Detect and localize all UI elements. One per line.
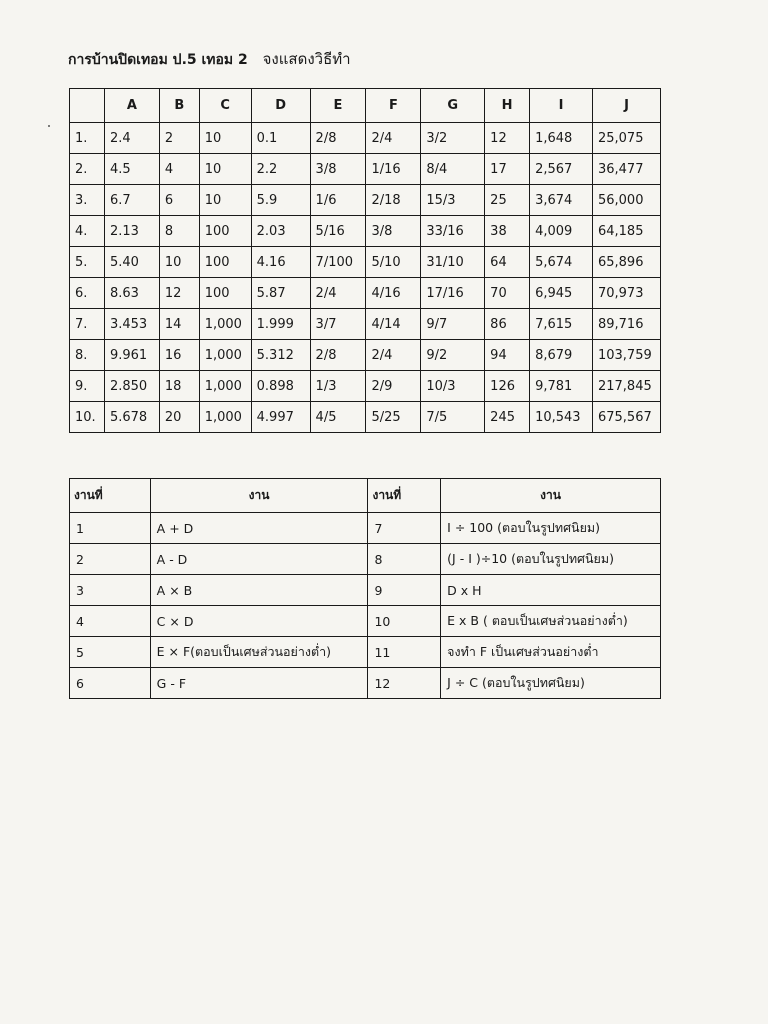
task-number: 1 <box>70 513 151 544</box>
task-description: A × B <box>150 575 368 606</box>
header-col-d: D <box>251 89 310 123</box>
table-cell: 245 <box>485 402 530 433</box>
table-cell: 675,567 <box>592 402 660 433</box>
speck <box>48 125 50 127</box>
table-cell: 7/5 <box>421 402 485 433</box>
table-cell: 7,615 <box>530 309 593 340</box>
table-cell: 6 <box>159 185 199 216</box>
table-cell: 18 <box>159 371 199 402</box>
table-row <box>70 340 661 371</box>
table-cell: 9,781 <box>530 371 593 402</box>
row-number: 8. <box>70 340 105 371</box>
title-main: การบ้านปิดเทอม ป.5 เทอม 2 <box>68 52 248 68</box>
table-cell: 6.7 <box>104 185 159 216</box>
row-number: 3. <box>70 185 105 216</box>
task-number: 10 <box>368 606 441 637</box>
row-number: 1. <box>70 123 105 154</box>
table-row <box>70 216 661 247</box>
table-cell: 10 <box>199 185 251 216</box>
table-cell: 4,009 <box>530 216 593 247</box>
table-cell: 1,000 <box>199 340 251 371</box>
table-cell: 2/8 <box>310 340 366 371</box>
table-cell: 100 <box>199 247 251 278</box>
table-cell: 10 <box>199 123 251 154</box>
table-row <box>70 154 661 185</box>
table-cell: 4/16 <box>366 278 421 309</box>
table-cell: 8/4 <box>421 154 485 185</box>
table-cell: 2.2 <box>251 154 310 185</box>
table-cell: 4/5 <box>310 402 366 433</box>
table-cell: 8 <box>159 216 199 247</box>
table-cell: 7/100 <box>310 247 366 278</box>
task-description: D x H <box>441 575 661 606</box>
table-cell: 1,000 <box>199 309 251 340</box>
header-col-g: G <box>421 89 485 123</box>
table-cell: 0.898 <box>251 371 310 402</box>
task-description: A - D <box>150 544 368 575</box>
table-cell: 2 <box>159 123 199 154</box>
header-col-i: I <box>530 89 593 123</box>
table-cell: 3.453 <box>104 309 159 340</box>
page-title <box>68 47 351 71</box>
task-description: E x B ( ตอบเป็นเศษส่วนอย่างต่ำ) <box>441 606 661 637</box>
task-number: 5 <box>70 637 151 668</box>
table-cell: 17 <box>485 154 530 185</box>
table-cell: 3,674 <box>530 185 593 216</box>
task-number: 7 <box>368 513 441 544</box>
row-number: 2. <box>70 154 105 185</box>
table-cell: 1/3 <box>310 371 366 402</box>
table-cell: 4.16 <box>251 247 310 278</box>
table-row <box>70 544 661 575</box>
table-cell: 10,543 <box>530 402 593 433</box>
row-number: 9. <box>70 371 105 402</box>
table-cell: 20 <box>159 402 199 433</box>
table-row <box>70 123 661 154</box>
table-cell: 3/7 <box>310 309 366 340</box>
table-cell: 5,674 <box>530 247 593 278</box>
table-cell: 38 <box>485 216 530 247</box>
task-description: E × F(ตอบเป็นเศษส่วนอย่างต่ำ) <box>150 637 368 668</box>
table-cell: 16 <box>159 340 199 371</box>
table-cell: 2/4 <box>366 123 421 154</box>
table-cell: 5.312 <box>251 340 310 371</box>
table-cell: 5/25 <box>366 402 421 433</box>
values-table <box>69 88 661 433</box>
header-col-c: C <box>199 89 251 123</box>
task-description: I ÷ 100 (ตอบในรูปทศนิยม) <box>441 513 661 544</box>
table-cell: 5.40 <box>104 247 159 278</box>
table-cell: 9/2 <box>421 340 485 371</box>
table-cell: 103,759 <box>592 340 660 371</box>
header-col-b: B <box>159 89 199 123</box>
table-cell: 2/4 <box>366 340 421 371</box>
table-cell: 70 <box>485 278 530 309</box>
table-cell: 8,679 <box>530 340 593 371</box>
table-cell: 2.13 <box>104 216 159 247</box>
header-col-j: J <box>592 89 660 123</box>
row-number: 5. <box>70 247 105 278</box>
table-cell: 5.87 <box>251 278 310 309</box>
table-cell: 1.999 <box>251 309 310 340</box>
table-cell: 5/16 <box>310 216 366 247</box>
task-number: 11 <box>368 637 441 668</box>
table-cell: 4/14 <box>366 309 421 340</box>
table-cell: 33/16 <box>421 216 485 247</box>
header-col-a: A <box>104 89 159 123</box>
table-cell: 2/18 <box>366 185 421 216</box>
table-cell: 1/6 <box>310 185 366 216</box>
task-description: J ÷ C (ตอบในรูปทศนิยม) <box>441 668 661 699</box>
table-cell: 94 <box>485 340 530 371</box>
table-cell: 10 <box>159 247 199 278</box>
table-cell: 12 <box>485 123 530 154</box>
task-number: 3 <box>70 575 151 606</box>
table-cell: 56,000 <box>592 185 660 216</box>
table-cell: 31/10 <box>421 247 485 278</box>
table-row <box>70 606 661 637</box>
table-cell: 8.63 <box>104 278 159 309</box>
table-cell: 12 <box>159 278 199 309</box>
table-row <box>70 371 661 402</box>
table-cell: 1/16 <box>366 154 421 185</box>
table-cell: 64,185 <box>592 216 660 247</box>
table-cell: 2/9 <box>366 371 421 402</box>
header-task: งาน <box>441 479 661 513</box>
row-number: 4. <box>70 216 105 247</box>
tasks-table <box>69 478 661 699</box>
header-col-e: E <box>310 89 366 123</box>
table-cell: 10/3 <box>421 371 485 402</box>
table-cell: 65,896 <box>592 247 660 278</box>
header-col-f: F <box>366 89 421 123</box>
table-cell: 3/8 <box>310 154 366 185</box>
table-cell: 5.9 <box>251 185 310 216</box>
table-cell: 3/2 <box>421 123 485 154</box>
table-cell: 4.5 <box>104 154 159 185</box>
table-cell: 36,477 <box>592 154 660 185</box>
table-cell: 2.03 <box>251 216 310 247</box>
table-cell: 15/3 <box>421 185 485 216</box>
table-cell: 2.4 <box>104 123 159 154</box>
table-cell: 70,973 <box>592 278 660 309</box>
table-row <box>70 575 661 606</box>
table-cell: 2.850 <box>104 371 159 402</box>
table-row <box>70 668 661 699</box>
table-row <box>70 247 661 278</box>
header-task: งาน <box>150 479 368 513</box>
table-cell: 2,567 <box>530 154 593 185</box>
table-cell: 217,845 <box>592 371 660 402</box>
table-cell: 5/10 <box>366 247 421 278</box>
table-cell: 4.997 <box>251 402 310 433</box>
table-cell: 14 <box>159 309 199 340</box>
table-cell: 17/16 <box>421 278 485 309</box>
task-number: 6 <box>70 668 151 699</box>
table-cell: 3/8 <box>366 216 421 247</box>
header-task-number: งานที่ <box>368 479 441 513</box>
table-cell: 25,075 <box>592 123 660 154</box>
table-row <box>70 402 661 433</box>
tasks-table-header <box>70 479 661 513</box>
table-cell: 2/8 <box>310 123 366 154</box>
header-task-number: งานที่ <box>70 479 151 513</box>
table-cell: 1,000 <box>199 402 251 433</box>
table-cell: 86 <box>485 309 530 340</box>
table-cell: 2/4 <box>310 278 366 309</box>
header-row-number <box>70 89 105 123</box>
task-description: (J - I )÷10 (ตอบในรูปทศนิยม) <box>441 544 661 575</box>
task-number: 4 <box>70 606 151 637</box>
table-cell: 89,716 <box>592 309 660 340</box>
table-cell: 126 <box>485 371 530 402</box>
table-row <box>70 185 661 216</box>
table-cell: 10 <box>199 154 251 185</box>
task-description: C × D <box>150 606 368 637</box>
table-cell: 0.1 <box>251 123 310 154</box>
row-number: 7. <box>70 309 105 340</box>
task-number: 2 <box>70 544 151 575</box>
table-cell: 25 <box>485 185 530 216</box>
header-col-h: H <box>485 89 530 123</box>
row-number: 10. <box>70 402 105 433</box>
table-cell: 100 <box>199 278 251 309</box>
task-number: 9 <box>368 575 441 606</box>
table-row <box>70 278 661 309</box>
task-number: 12 <box>368 668 441 699</box>
table-cell: 1,000 <box>199 371 251 402</box>
task-description: G - F <box>150 668 368 699</box>
task-description: A + D <box>150 513 368 544</box>
task-number: 8 <box>368 544 441 575</box>
table-row <box>70 309 661 340</box>
row-number: 6. <box>70 278 105 309</box>
table-cell: 5.678 <box>104 402 159 433</box>
table-cell: 6,945 <box>530 278 593 309</box>
table-cell: 1,648 <box>530 123 593 154</box>
table-cell: 4 <box>159 154 199 185</box>
task-description: จงทำ F เป็นเศษส่วนอย่างต่ำ <box>441 637 661 668</box>
table-cell: 64 <box>485 247 530 278</box>
table-row <box>70 637 661 668</box>
table-cell: 9/7 <box>421 309 485 340</box>
table-cell: 100 <box>199 216 251 247</box>
table-row <box>70 513 661 544</box>
table-cell: 9.961 <box>104 340 159 371</box>
title-instruction: จงแสดงวิธีทำ <box>262 50 351 68</box>
values-table-header <box>70 89 661 123</box>
